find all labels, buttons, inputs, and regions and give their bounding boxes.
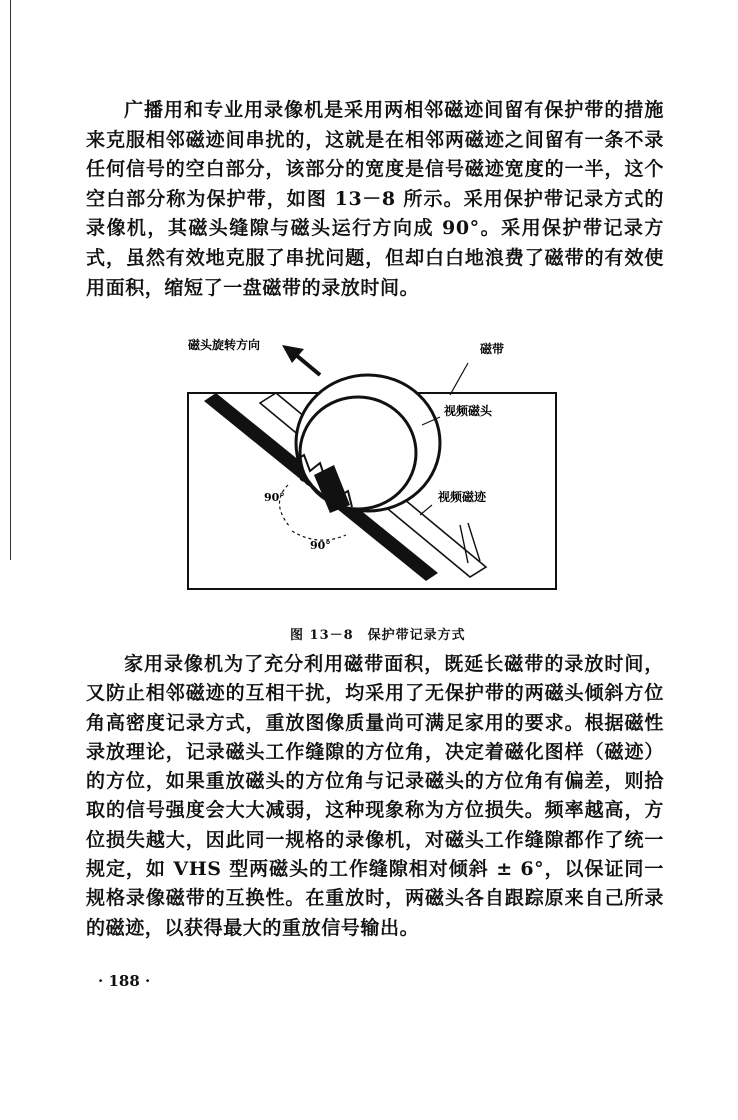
head-drum-outer (296, 375, 440, 511)
label-angle-1: 90° (264, 491, 285, 504)
page-edge-rule (10, 0, 11, 560)
page-number: · 188 · (98, 972, 151, 990)
label-video-track: 视频磁迹 (438, 490, 487, 504)
tape-leader (450, 363, 468, 395)
label-video-head: 视频磁头 (444, 404, 493, 418)
figure-13-8 (168, 335, 568, 597)
label-tape: 磁带 (480, 342, 505, 356)
track-leader (420, 505, 432, 515)
rotation-arrow-shaft (296, 355, 320, 375)
paragraph-1: 广播用和专业用录像机是采用两相邻磁迹间留有保护带的措施来克服相邻磁迹间串扰的，这就是在相邻两磁迹之间留有一条不录任何信号的空白部分，该部分的宽度是信号磁迹宽度的一半，这个空白部分称为保护带，如图 13－8 所示。采用保护带记录方式的录像机，其磁头缝隙与磁头运行方向成 90°。采用保护带记录方式，虽然有效地克服了串扰问题，但却白白地浪费了磁带的有效使用面积，缩短了一盘磁带的录放时间。 (86, 99, 664, 299)
figure-caption: 图 13－8 保护带记录方式 (290, 628, 466, 643)
label-angle-2: 90° (310, 539, 331, 552)
paragraph-2: 家用录像机为了充分利用磁带面积，既延长磁带的录放时间，又防止相邻磁迹的互相干扰，均采用了无保护带的两磁头倾斜方位角高密度记录方式，重放图像质量尚可满足家用的要求。根据磁性录放理论，记录磁头工作缝隙的方位角，决定着磁化图样（磁迹）的方位，如果重放磁头的方位角与记录磁头的方位角有偏差，则拾取的信号强度会大大减弱，这种现象称为方位损失。频率越高，方位损失越大，因此同一规格的录像机，对磁头工作缝隙都作了统一规定，如 VHS 型两磁头的工作缝隙相对倾斜 ± 6°，以保证同一规格录像磁带的互换性。在重放时，两磁头各自跟踪原来自己所录的磁迹，以获得最大的重放信号输出。 (86, 653, 664, 939)
label-rotation-direction: 磁头旋转方向 (188, 338, 261, 352)
